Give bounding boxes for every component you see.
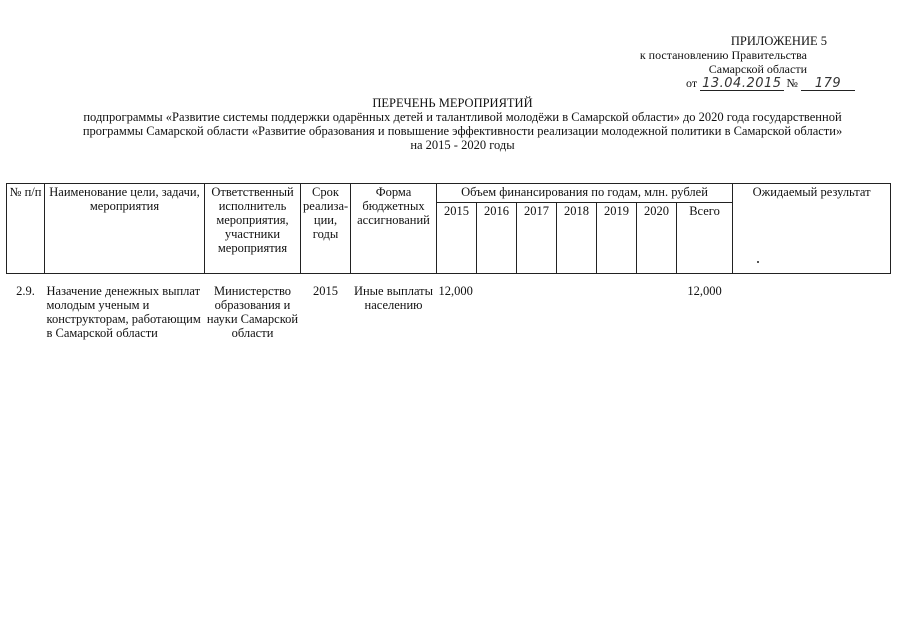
row-2017 bbox=[517, 274, 557, 366]
appendix-region-line: Самарской области bbox=[708, 62, 807, 76]
header-form: Форма бюджетных ассигнований bbox=[351, 184, 437, 274]
scan-speck bbox=[757, 261, 759, 263]
table-row bbox=[7, 274, 891, 366]
row-2019 bbox=[597, 274, 637, 366]
table-header-row bbox=[7, 184, 891, 203]
appendix-block bbox=[615, 34, 855, 91]
header-year-2020: 2020 bbox=[637, 203, 677, 274]
document-subtitle bbox=[40, 110, 885, 152]
header-year-2015: 2015 bbox=[437, 203, 477, 274]
header-year-2019: 2019 bbox=[597, 203, 637, 274]
date-prefix: от bbox=[686, 76, 698, 90]
row-term: 2015 bbox=[313, 284, 338, 298]
header-num: № п/п bbox=[7, 184, 45, 274]
subtitle-line-2: программы Самарской области «Развитие образования и повышение эффективности реализации молодежной политики в Самарской области» bbox=[82, 124, 843, 138]
subtitle-line-1: подпрограммы «Развитие системы поддержки одарённых детей и талантливой молодёжи в Самарской области» до 2020 года государственной bbox=[83, 110, 842, 124]
handwritten-number: 179 bbox=[801, 77, 855, 91]
number-prefix: № bbox=[786, 76, 798, 90]
activities-table bbox=[6, 183, 891, 365]
header-term: Срок реализа-ции, годы bbox=[301, 184, 351, 274]
row-executor: Министерство образования и науки Самарской области bbox=[206, 284, 299, 340]
subtitle-line-3: на 2015 - 2020 годы bbox=[410, 138, 515, 152]
document-title: ПЕРЕЧЕНЬ МЕРОПРИЯТИЙ bbox=[372, 96, 533, 110]
row-name: Назачение денежных выплат молодым ученым и конструкторам, работающим в Самарской области bbox=[46, 284, 201, 340]
header-funding: Объем финансирования по годам, млн. рублей bbox=[437, 184, 733, 203]
header-year-2018: 2018 bbox=[557, 203, 597, 274]
appendix-date-number bbox=[615, 76, 855, 91]
row-form: Иные выплаты населению bbox=[353, 284, 434, 312]
header-year-2017: 2017 bbox=[517, 203, 557, 274]
header-year-2016: 2016 bbox=[477, 203, 517, 274]
row-total: 12,000 bbox=[687, 284, 722, 298]
row-2016 bbox=[477, 274, 517, 366]
appendix-title: ПРИЛОЖЕНИЕ 5 bbox=[730, 34, 827, 48]
header-executor: Ответственный исполнитель мероприятия, участники мероприятия bbox=[205, 184, 301, 274]
header-total: Всего bbox=[677, 203, 733, 274]
row-2018 bbox=[557, 274, 597, 366]
row-num: 2.9. bbox=[16, 284, 35, 298]
row-2015: 12,000 bbox=[438, 284, 473, 298]
row-2020 bbox=[637, 274, 677, 366]
header-name: Наименование цели, задачи, мероприятия bbox=[45, 184, 205, 274]
header-result: Ожидаемый результат bbox=[733, 184, 891, 274]
handwritten-date: 13.04.2015 bbox=[702, 76, 782, 91]
row-result bbox=[733, 274, 891, 366]
appendix-decree-line: к постановлению Правительства bbox=[639, 48, 807, 62]
